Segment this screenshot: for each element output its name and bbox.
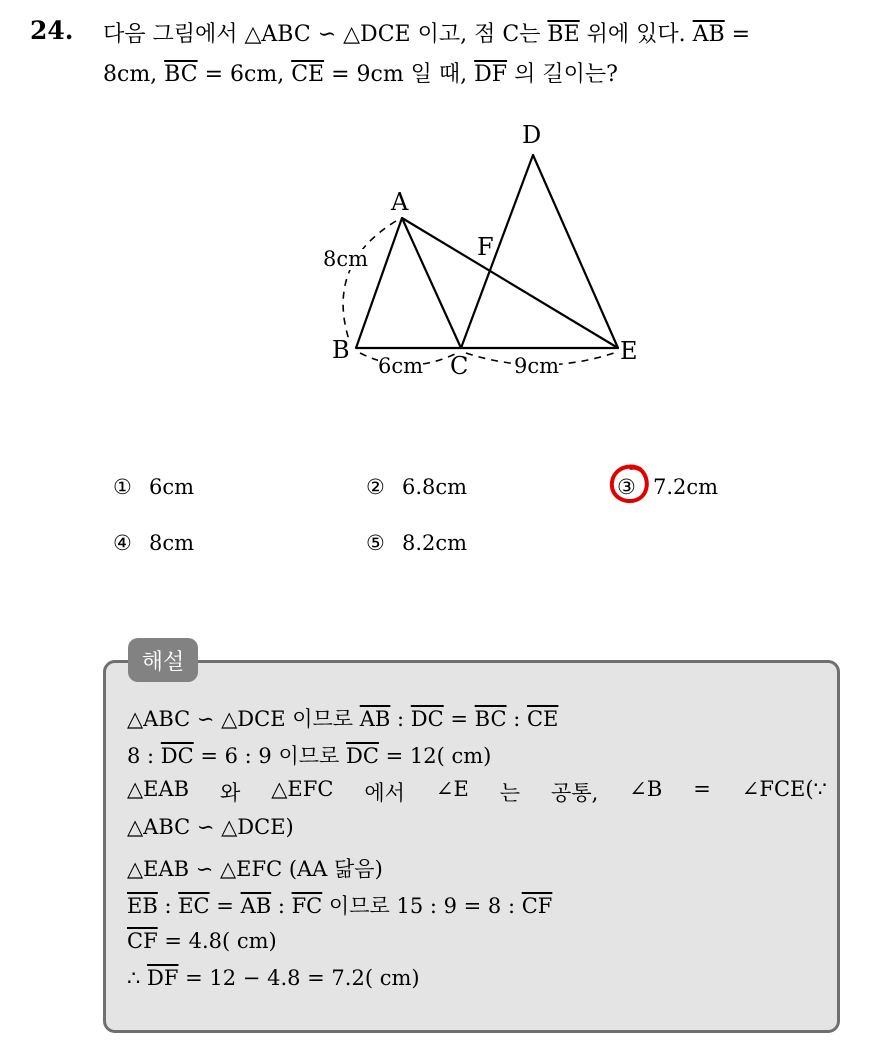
explanation-line-7 bbox=[127, 929, 277, 953]
ex3-7: ∠B bbox=[629, 777, 663, 801]
choice-5[interactable] bbox=[366, 531, 467, 555]
point-b-label: B bbox=[332, 336, 350, 364]
explanation-line-2 bbox=[127, 740, 491, 770]
ex3-4: ∠E bbox=[435, 777, 469, 801]
ex6-g: $\overline{FC}$ bbox=[291, 894, 323, 918]
choice-3-number: ③ bbox=[617, 475, 636, 499]
ex7-a: $\overline{CF}$ bbox=[127, 929, 158, 953]
point-e-label: E bbox=[620, 337, 638, 365]
ex1-d: $\overline{DC}$ bbox=[410, 707, 444, 731]
ex6-a: $\overline{EB}$ bbox=[127, 894, 158, 918]
segment-ae-line bbox=[402, 218, 618, 348]
q1-a: 다음 그림에서 △ABC ∽ △DCE 이고, 점 C는 bbox=[103, 22, 548, 47]
ex3-2: △EFC bbox=[271, 777, 334, 801]
choice-5-text: 8.2cm bbox=[402, 531, 468, 555]
q2-e: = 9cm 일 때, bbox=[324, 62, 475, 87]
segment-be: $\overline{BE}$ bbox=[547, 22, 580, 47]
q1-c: 위에 있다. bbox=[579, 22, 693, 47]
choice-3-text: 7.2cm bbox=[653, 475, 719, 499]
ex6-e: $\overline{AB}$ bbox=[240, 894, 272, 918]
ex1-e: = bbox=[443, 707, 475, 731]
segment-df: $\overline{DF}$ bbox=[474, 62, 508, 87]
segment-bc: $\overline{BC}$ bbox=[164, 62, 198, 87]
choice-5-number: ⑤ bbox=[366, 531, 385, 555]
ex8-c: = 12 − 4.8 = 7.2( cm) bbox=[178, 966, 420, 990]
point-a-label: A bbox=[391, 188, 409, 216]
question-number: 24. bbox=[30, 16, 74, 45]
q1-e: = bbox=[724, 22, 751, 47]
q2-g: 의 길이는? bbox=[507, 62, 618, 87]
explanation-line-4: △ABC ∽ △DCE) bbox=[127, 815, 294, 839]
choice-2-number: ② bbox=[366, 475, 385, 499]
q2-a: 8cm, bbox=[103, 62, 165, 87]
ex2-a: 8 : bbox=[127, 744, 161, 768]
ex3-0: △EAB bbox=[127, 777, 190, 801]
explanation-line-8 bbox=[127, 966, 420, 990]
explanation-line-1 bbox=[127, 703, 558, 733]
choice-4-text: 8cm bbox=[149, 531, 195, 555]
ex1-b: $\overline{AB}$ bbox=[359, 707, 391, 731]
explanation-tab: 해설 bbox=[128, 638, 198, 682]
ex2-d: $\overline{DC}$ bbox=[346, 744, 379, 768]
ex3-1: 와 bbox=[220, 781, 241, 805]
ex6-h: 이므로 15 : 9 = 8 : bbox=[322, 894, 522, 918]
choice-1[interactable] bbox=[113, 475, 194, 499]
explanation-line-5: △EAB ∽ △EFC (AA 닮음) bbox=[127, 857, 383, 881]
ex3-8: = bbox=[693, 777, 711, 801]
choice-2-text: 6.8cm bbox=[402, 475, 468, 499]
ex1-g: : bbox=[506, 707, 527, 731]
triangle-abc bbox=[356, 218, 461, 348]
measure-bc: 6cm bbox=[378, 354, 424, 378]
answer-circle-mark bbox=[606, 460, 654, 508]
ex1-a: △ABC ∽ △DCE 이므로 bbox=[127, 707, 360, 731]
ex1-c: : bbox=[390, 707, 411, 731]
ex1-f: $\overline{BC}$ bbox=[474, 707, 507, 731]
choice-4-number: ④ bbox=[113, 531, 132, 555]
ex1-h: $\overline{CE}$ bbox=[526, 707, 559, 731]
choice-2[interactable] bbox=[366, 475, 467, 499]
triangle-figure bbox=[300, 115, 660, 385]
q2-c: = 6cm, bbox=[197, 62, 292, 87]
point-c-label: C bbox=[450, 352, 469, 380]
point-d-label: D bbox=[522, 121, 542, 149]
ex2-c: = 6 : 9 이므로 bbox=[193, 744, 347, 768]
ex3-6: 공통, bbox=[551, 781, 599, 805]
ex6-b: : bbox=[157, 894, 179, 918]
choice-1-number: ① bbox=[113, 475, 132, 499]
ex6-c: $\overline{EC}$ bbox=[178, 894, 210, 918]
ex3-9: ∠FCE(∵ bbox=[741, 777, 827, 801]
ex3-3: 에서 bbox=[364, 781, 405, 805]
explanation-line-6 bbox=[127, 890, 552, 920]
point-f-label: F bbox=[477, 233, 494, 261]
segment-ab: $\overline{AB}$ bbox=[692, 22, 725, 47]
choice-4[interactable] bbox=[113, 531, 194, 555]
ex8-b: $\overline{DF}$ bbox=[147, 966, 179, 990]
ex6-i: $\overline{CF}$ bbox=[521, 894, 553, 918]
ex7-b: = 4.8( cm) bbox=[157, 929, 277, 953]
measure-ab: 8cm bbox=[323, 247, 369, 271]
segment-ce: $\overline{CE}$ bbox=[291, 62, 325, 87]
question-text-line-2 bbox=[103, 57, 618, 88]
measure-ce: 9cm bbox=[514, 354, 560, 378]
arc-ab bbox=[343, 221, 396, 343]
ex6-f: : bbox=[271, 894, 292, 918]
explanation-line-3 bbox=[127, 777, 827, 807]
ex2-b: $\overline{DC}$ bbox=[160, 744, 194, 768]
ex6-d: = bbox=[209, 894, 241, 918]
ex8-a: ∴ bbox=[127, 966, 148, 990]
ex3-5: 는 bbox=[499, 781, 521, 805]
ex2-e: = 12( cm) bbox=[378, 744, 492, 768]
choice-1-text: 6cm bbox=[149, 475, 195, 499]
question-text-line-1 bbox=[103, 17, 750, 48]
